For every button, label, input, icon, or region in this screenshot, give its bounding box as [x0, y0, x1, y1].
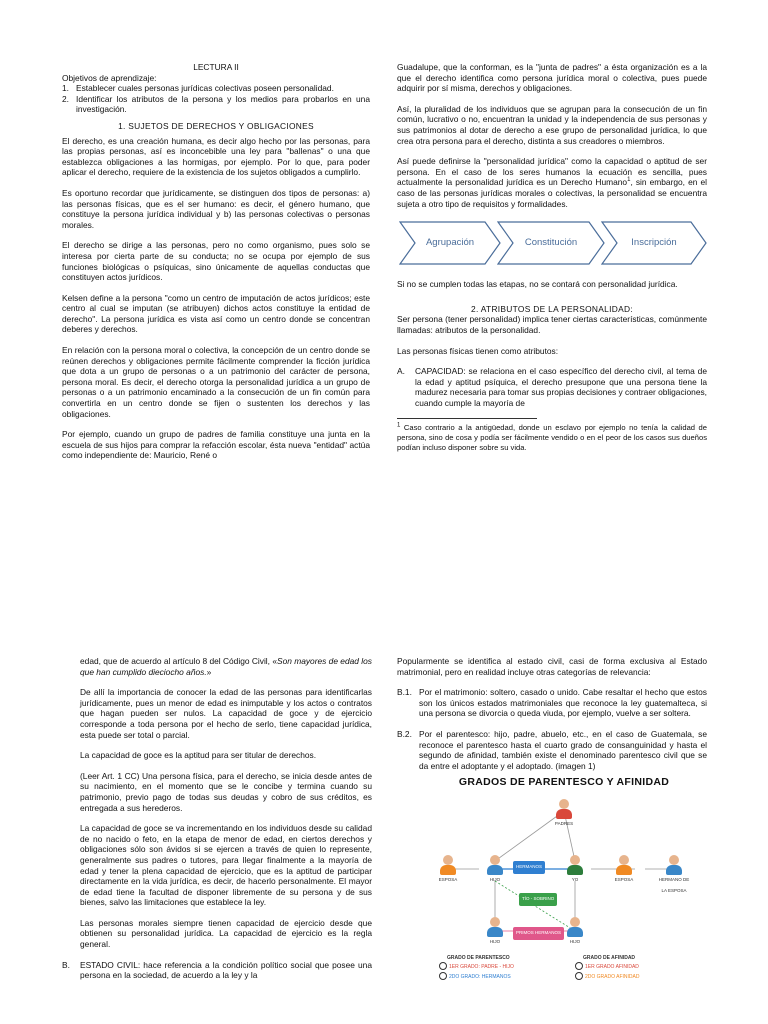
cousins-tag: PRIMOS HERMANOS — [513, 927, 564, 940]
footnote-ref: 1 — [627, 177, 631, 184]
process-steps-diagram — [397, 219, 707, 267]
paragraph: En relación con la persona moral o colectiva, la concepción de un centro donde se reúnen derechos y obligaciones permite fácilmente comprender la ficción jurídica que dota a un grupo de personas o a un patrimonio del carácter de persona, persona moral. Es decir, el derecho otorga la personalidad jurídica a un grupo de personas o a un patrimonio encaminado a la consecución de un fin común para convertirla en un centro donde se fijen o sustenten los derechos y las obligaciones. — [62, 345, 370, 419]
paragraph: Ser persona (tener personalidad) implica tener ciertas características, comúnmente llamadas: atributos de la personalidad. — [397, 314, 707, 335]
section-heading-1: 1. SUJETOS DE DERECHOS Y OBLIGACIONES — [118, 120, 314, 131]
person-icon: HIJO — [564, 917, 586, 948]
paragraph: El derecho, es una creación humana, es decir algo hecho por las personas, para las propias personas, así es inconcebible una ley para "ballenas" o una que establezca obligaciones a las hormigas, por ejemplo. Por lo que, para poder aplicar el derecho, requiere de la existencia de los sujetos obligados a cumplirlo. — [62, 135, 370, 178]
objectives-list — [62, 83, 370, 115]
paragraph: La capacidad de goce se va incrementando en los individuos desde su calidad de no nacido o feto, en la etapa de menor de edad, en ciertos derechos y obligaciones sólo son ávidos si se ejercen a través de quien lo represente, generalmente sus padres o tutores, para llegar finalmente a la mayoría de edad y tener la plena capacidad de ejercicio, que es la aptitud de participar directamente en la vida jurídica, es decir, de hacerlo personalmente. El mayor de edad tiene la facultad de disponer libremente de su persona y de sus bienes, salvo las limitaciones que establece la ley. — [80, 823, 372, 908]
page1-left-column — [62, 62, 370, 471]
person-icon: HIJO — [484, 855, 506, 886]
step-chevron — [497, 221, 605, 265]
step-label: Agrupación — [425, 237, 475, 249]
objectives-title: Objetivos de aprendizaje: — [62, 72, 157, 83]
paragraph: El derecho se dirige a las personas, pero no como organismo, pues solo se interesa por cierta parte de su conducta; no se ocupa por ejemplo de sus funciones biológicas o psíquicas, sino únicamente de aquellas conductas que constituyen actos jurídicos. — [62, 240, 370, 283]
civil-status-b1: B.1. Por el matrimonio: soltero, casado o unido. Cabe resaltar el hecho que estos son los únicos estados matrimoniales que reconoce la ley guatemalteca, si una persona se divorcia o queda viuda, por ejemplo, vuelve a ser soltera. — [397, 687, 707, 719]
section-heading-2: 2. ATRIBUTOS DE LA PERSONALIDAD: — [471, 303, 633, 314]
page1-right-column — [397, 62, 707, 452]
page2-right-column — [397, 656, 707, 987]
legend-bullet-icon — [575, 972, 583, 980]
kinship-figure: GRADOS DE PARENTESCO Y AFINIDAD PADRES ESPOSA HIJO YO ESPOSA HERMANO DE LA ESPOSA HERMANOS TÍO - SOBRINO PRIMOS HERMANOS HIJO HIJO GRADO DE PARENTESCO GRADO DE AFINIDAD 1ER GRADO: PADRE - HIJO 2DO GRADO: HERMANOS 1ER GRADO AFINIDAD 2DO GRADO AFINIDAD — [435, 777, 693, 987]
paragraph: Así puede definirse la "personalidad jurídica" como la capacidad o aptitud de ser persona. En el caso de los seres humanos la ecuación es sencilla, pues actualmente la personalidad jurídica es un Derecho Humano$^1$, sin embargo, en el caso de las personas jurídicas morales o colectivas, la personalidad se encuentra sujeta a otro tipo de requisitos y formalidades. — [397, 156, 707, 209]
step-chevron — [399, 221, 501, 265]
person-icon: HERMANO DE LA ESPOSA — [657, 855, 691, 896]
paragraph: Guadalupe, que la conforman, es la "junta de padres" a ésta organización es a la que el derecho identifica como persona jurídica moral o colectiva, pues puede adquirir por sí misma, derechos y obligaciones. — [397, 62, 707, 94]
objective-item: 2. Identificar los atributos de la persona y los medios para probarlos en una investigación. — [62, 93, 370, 115]
paragraph: La capacidad de goce es la aptitud para ser titular de derechos. — [80, 750, 317, 761]
civil-status-b2: B.2. Por el parentesco: hijo, padre, abuelo, etc., en el caso de Guatemala, se reconoce el parentesco hasta el cuarto grado de consanguinidad y hasta el segundo de afinidad, también existe el denominado parentesco civil que se da entre el adoptante y el adoptado. (imagen 1) — [397, 728, 707, 771]
page-gap — [0, 600, 768, 640]
attribute-item-b: B. ESTADO CIVIL: hace referencia a la condición político social que posee una persona en la sociedad, de acuerdo a la ley y la — [62, 959, 372, 981]
paragraph: Si no se cumplen todas las etapas, no se contará con personalidad jurídica. — [397, 279, 678, 290]
siblings-tag: HERMANOS — [513, 861, 545, 874]
person-icon: HIJO — [484, 917, 506, 948]
paragraph: Las personas morales siempre tienen capacidad de ejercicio desde que obtienen su personalidad jurídica. La capacidad de ejercicio es la regla general. — [80, 917, 372, 950]
figure-title: GRADOS DE PARENTESCO Y AFINIDAD — [458, 776, 670, 789]
paragraph: edad, que de acuerdo al artículo 8 del Código Civil, «Son mayores de edad los que han cumplido dieciocho años.» — [80, 656, 372, 677]
uncle-nephew-tag: TÍO - SOBRINO — [519, 893, 557, 906]
quote: Son mayores de edad los que han cumplido dieciocho años. — [80, 656, 372, 677]
paragraph: Popularmente se identifica al estado civil, casi de forma exclusiva al Estado matrimonial, pero en realidad incluye otras categorías de relevancia: — [397, 656, 707, 677]
paragraph: Por ejemplo, cuando un grupo de padres de familia constituye una junta en la escuela de sus hijos para comprar la refacción escolar, ésta nueva "entidad" actúa como independiente de: Mauricio, René o — [62, 429, 370, 461]
parents-figure-icon: PADRES — [553, 799, 575, 830]
paragraph: Así, la pluralidad de los individuos que se agrupan para la consecución de un fin común, lucrativo o no, encuentran la unidad y la independencia de sus personas y sus patrimonios al dotar de derecho a ese grupo de personalidad jurídica, lo que crea otra persona para el derecho, distinta a sus creadores o miembros. — [397, 103, 707, 146]
paragraph: De allí la importancia de conocer la edad de las personas para identificarlas jurídicamente, pues un menor de edad es inimputable y los actos o contratos que hagan pueden ser nulos. La capacidad de goce y de ejercicio corresponde a toda persona por el hecho de serlo, tiene capacidad jurídica, esta puede ser total o parcial. — [80, 687, 372, 740]
step-label: Constitución — [524, 237, 578, 249]
paragraph: Es oportuno recordar que jurídicamente, se distinguen dos tipos de personas: a) las personas físicas, que es el ser humano: es decir, el género humano, que constituye la persona jurídica individual y b) las personas colectivas o personas morales. — [62, 187, 370, 230]
legend-bullet-icon — [439, 972, 447, 980]
paragraph: Las personas físicas tienen como atributos: — [397, 345, 559, 356]
attribute-item-a: A. CAPACIDAD: se relaciona en el caso específico del derecho civil, al tema de la edad y aptitud psíquica, el derecho presupone que una persona tiene la madurez necesaria para tomar sus propias decisiones y contraer obligaciones, cuando cumple la mayoría de — [397, 366, 707, 408]
footnote: $^1$ Caso contrario a la antigüedad, donde un esclavo por ejemplo no tenía la calidad de persona, sino de cosa y podía ser fácilmente vendido o en el peor de los casos sus dueños podían incluso disponer sobre su vida. — [397, 422, 707, 452]
footnote-divider — [397, 418, 537, 419]
objective-item: 1. Establecer cuales personas jurídicas colectivas poseen personalidad. — [62, 83, 334, 94]
person-icon: YO — [564, 855, 586, 886]
page2-left-column — [62, 656, 372, 989]
lecture-title: LECTURA II — [193, 62, 239, 72]
paragraph: (Leer Art. 1 CC) Una persona física, para el derecho, se inicia desde antes de su nacimiento, en el momento que se le concibe y termina cuando su patrimonio, previo pago de todas sus deudas y cobro de sus créditos, es entregada a sus herederos. — [80, 770, 372, 813]
step-chevron — [601, 221, 707, 265]
person-icon: ESPOSA — [613, 855, 635, 886]
step-label: Inscripción — [631, 237, 677, 249]
paragraph: Kelsen define a la persona "como un centro de imputación de actos jurídicos; este centro al cual se imputan (se atribuyen) dichos actos constituye la entidad de derecho". La persona jurídica es vista así como un centro donde se concentran deberes y derechos. — [62, 292, 370, 335]
person-icon: ESPOSA — [437, 855, 459, 886]
